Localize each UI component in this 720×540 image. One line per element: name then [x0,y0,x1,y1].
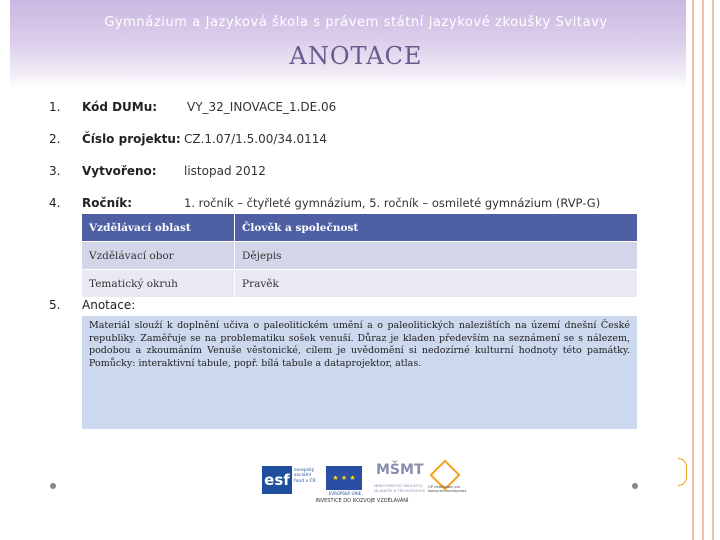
msmt-logo-text: MINISTERSTVO ŠKOLSTVÍ, MLÁDEŽE A TĚLOVÝCHOVY [374,483,426,493]
msmt-logo [374,462,424,494]
table-cell: Vzdělávací oblast [82,214,235,242]
table-cell: Tematický okruh [82,270,235,298]
item-value-kod-dumu: VY_32_INOVACE_1.DE.06 [187,100,337,114]
eu-logo-text: EVROPSKÁ UNIE [328,491,362,496]
item-number: 2. [49,132,61,146]
table-cell: Dějepis [235,242,638,270]
item-value-cislo-projektu: CZ.1.07/1.5.00/34.0114 [184,132,328,146]
annotation-label: Anotace: [82,298,136,312]
table-cell: Pravěk [235,270,638,298]
esf-logo-mark: esf [262,466,292,494]
esf-logo [262,466,318,494]
bullet-dot-left [50,483,56,489]
item-value-rocnik: 1. ročník – čtyřleté gymnázium, 5. ročník – osmileté gymnázium (RVP-G) [184,196,601,210]
item-label-kod-dumu: Kód DUMu: [82,100,158,114]
item-value-vytvoreno: listopad 2012 [184,164,266,178]
subject-table [82,214,637,298]
item-number: 5. [49,298,61,312]
decorative-side-stripes [680,0,720,540]
msmt-logo-mark: MŠMT [376,462,424,478]
table-cell: Vzdělávací obor [82,242,235,270]
table-header-row [82,214,637,242]
page-title: ANOTACE [289,42,423,70]
op-vk-logo [428,464,467,496]
table-row [82,270,637,298]
annotation-text: Materiál slouží k doplnění učiva o paleolitickém umění a o paleolitických nalezištích na území dnešní České republiky. Zaměřuje se na problematiku sošek venuší. Důraz je kladen především na seznámení se s nálezem, podobou a zkoumáním Venuše věstonické, cílem je uvědomění si nedozírné kulturní hodnoty této památky. Pomůcky: interaktivní tabule, popř. bílá tabule a dataprojektor, atlas. [89,320,630,369]
item-number: 3. [49,164,61,178]
esf-logo-text: evropský sociální fond v ČR [294,468,316,484]
eu-stars-icon: ★ ★ ★ [332,474,356,482]
funding-logos [262,462,467,506]
table-cell: Člověk a společnost [235,214,638,242]
school-name: Gymnázium a Jazyková škola s právem státní jazykové zkoušky Svitavy [104,15,608,30]
table-row [82,242,637,270]
op-vk-logo-text: OP Vzdělávání pro konkurenceschopnost [428,485,467,493]
item-label-rocnik: Ročník: [82,196,133,210]
item-number: 1. [49,100,61,114]
bullet-dot-right [632,483,638,489]
item-label-vytvoreno: Vytvořeno: [82,164,157,178]
slide [6,0,686,540]
annotation-box [82,316,637,429]
item-label-cislo-projektu: Číslo projektu: [82,132,181,146]
investice-caption: INVESTICE DO ROZVOJE VZDĚLÁVÁNÍ [315,498,409,504]
eu-flag-logo [326,466,362,490]
item-number: 4. [49,196,61,210]
